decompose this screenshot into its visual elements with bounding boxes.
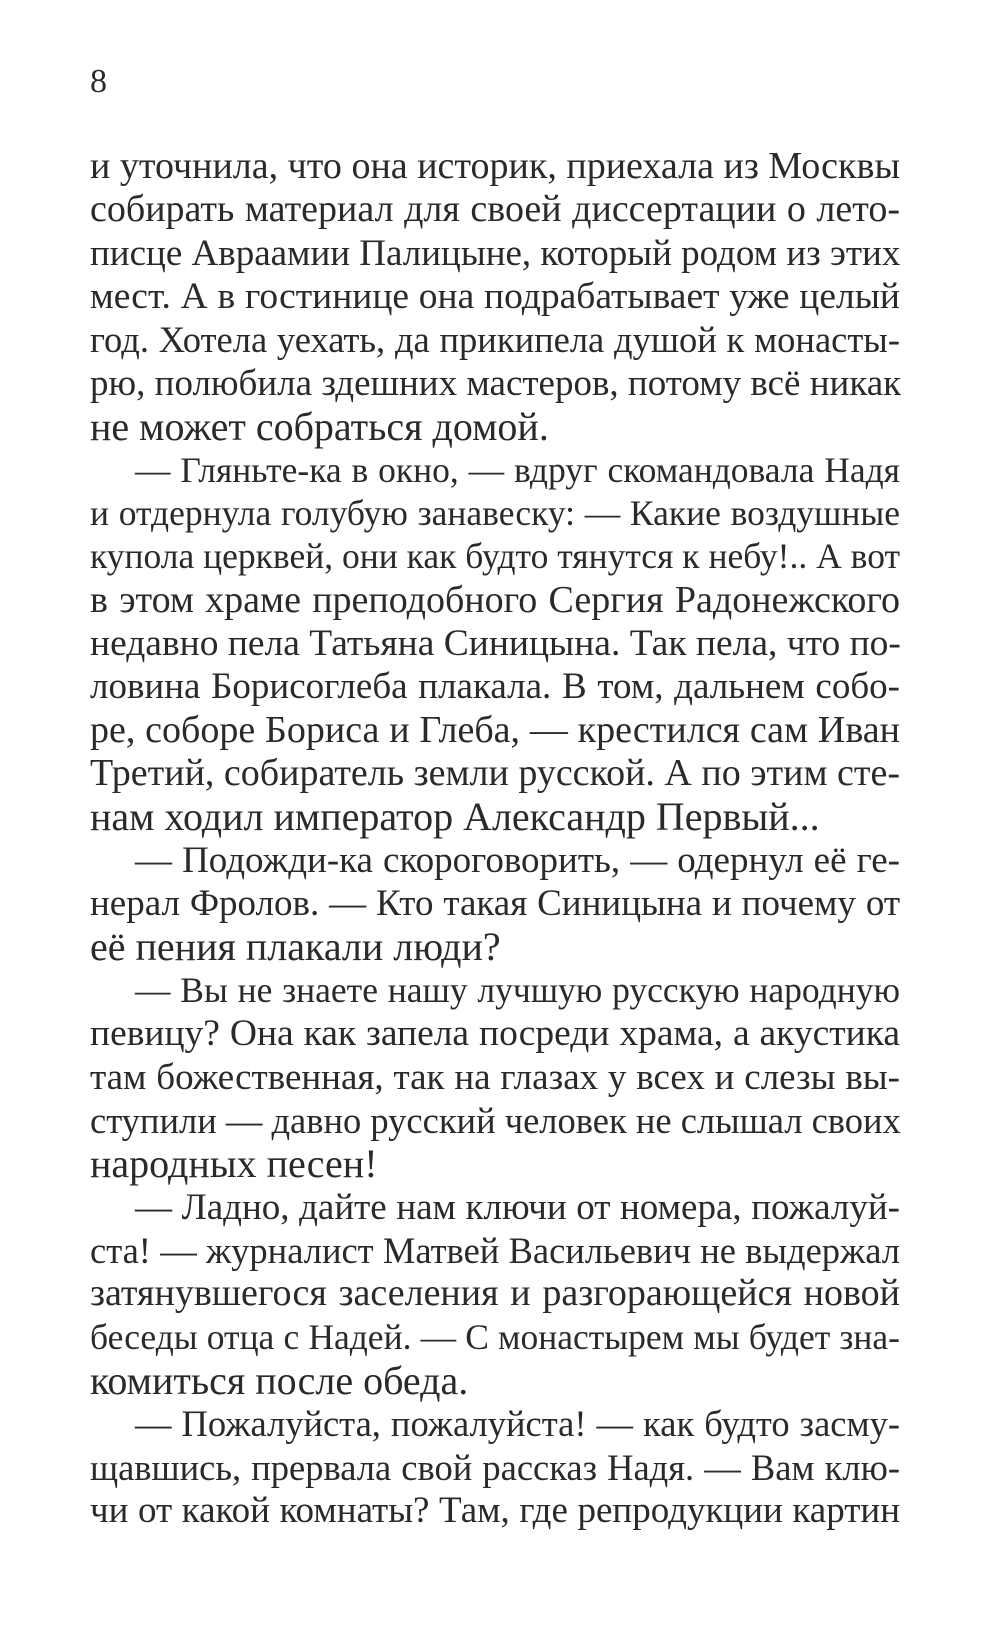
text-line: и уточнила, что она историк, приехала из Москвы bbox=[90, 145, 900, 187]
text-line: её пения плакали люди? bbox=[90, 924, 501, 970]
text-line: Третий, собиратель земли русской. А по этим сте- bbox=[90, 752, 900, 795]
text-line: — Вы не знаете нашу лучшую русскую народную bbox=[135, 969, 900, 1010]
text-line: — Подожди-ка скороговорить, — одернул её ге- bbox=[135, 839, 900, 881]
page-number: 8 bbox=[90, 63, 107, 100]
text-line: ловина Борисоглеба плакала. В том, дальнем собо- bbox=[90, 666, 900, 708]
text-line: писце Авраамии Палицыне, который родом из этих bbox=[90, 232, 901, 274]
text-line: народных песен! bbox=[90, 1141, 378, 1187]
text-line: мест. А в гостинице она подрабатывает уже целый bbox=[90, 276, 900, 318]
text-line: беседы отца с Надей. — С монастырем мы будет зна- bbox=[90, 1316, 900, 1357]
text-line: недавно пела Татьяна Синицына. Так пела, что по- bbox=[90, 622, 901, 664]
text-line: нам ходил император Александр Первый... bbox=[90, 794, 820, 840]
text-line: ступили — давно русский человек не слышал своих bbox=[90, 1099, 901, 1141]
text-line: собирать материал для своей диссертации о лето- bbox=[90, 188, 900, 231]
text-line: — Ладно, дайте нам ключи от номера, пожалуй- bbox=[135, 1186, 900, 1228]
body-text bbox=[90, 145, 900, 1533]
text-line: рю, полюбила здешних мастеров, потому всё никак bbox=[90, 362, 902, 404]
text-line: комиться после обеда. bbox=[90, 1358, 469, 1404]
text-line: затянувшегося заселения и разгорающейся новой bbox=[90, 1272, 900, 1315]
text-line: там божественная, так на глазах у всех и слезы вы- bbox=[90, 1056, 900, 1098]
text-line: купола церквей, они как будто тянутся к небу!.. А вот bbox=[90, 536, 900, 577]
text-line: и отдернула голубую занавеску: — Какие воздушные bbox=[90, 492, 900, 533]
text-line: нерал Фролов. — Кто такая Синицына и почему от bbox=[90, 883, 900, 925]
text-line: певицу? Она как запела посреди храма, а акустика bbox=[90, 1013, 900, 1055]
text-line: ста! — журналист Матвей Васильевич не выдержал bbox=[90, 1229, 900, 1271]
text-line: не может собраться домой. bbox=[90, 404, 549, 450]
text-line: — Гляньте-ка в окно, — вдруг скомандовала Надя bbox=[135, 449, 900, 490]
text-line: в этом храме преподобного Сергия Радонежского bbox=[90, 578, 900, 621]
text-line: — Пожалуйста, пожалуйста! — как будто засму- bbox=[135, 1403, 900, 1445]
text-line: год. Хотела уехать, да прикипела душой к монасты- bbox=[90, 319, 900, 361]
text-line: ре, соборе Бориса и Глеба, — крестился сам Иван bbox=[90, 708, 900, 751]
text-line: щавшись, прервала свой рассказ Надя. — Вам клю- bbox=[90, 1446, 900, 1488]
text-line: чи от какой комнаты? Там, где репродукции картин bbox=[90, 1490, 900, 1532]
